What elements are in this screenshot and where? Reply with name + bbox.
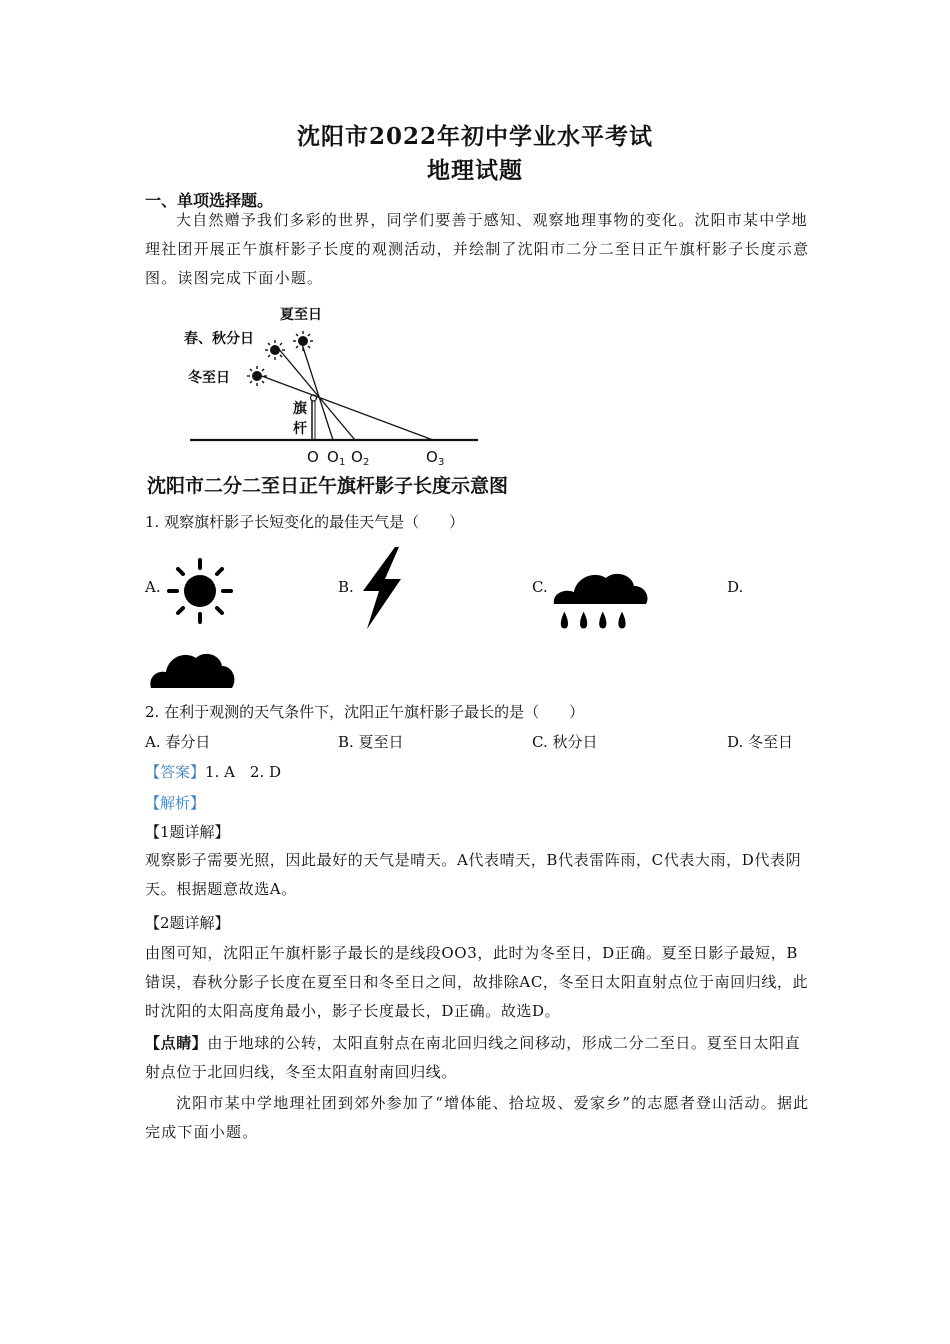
intro-paragraph: 大自然赠予我们多彩的世界，同学们要善于感知、观察地理事物的变化。沈阳市某中学地理社团开展正午旗杆影子长度的观测活动，并绘制了沈阳市二分二至日正午旗杆影子长度示意图。读图完成下面小题。 [145, 211, 810, 287]
point-o1-subscript: 1 [339, 457, 346, 468]
point-o2: O [351, 448, 363, 466]
q2-option-b: B. 夏至日 [338, 733, 404, 751]
q1-option-c-label: C. [532, 578, 548, 596]
summer-sun-icon [293, 331, 313, 351]
page-subtitle: 地理试题 [427, 157, 523, 184]
section-heading: 一、单项选择题。 [145, 191, 274, 210]
next-intro-paragraph: 沈阳市某中学地理社团到郊外参加了“增体能、拾垃圾、爱家乡”的志愿者登山活动。据此完成下面小题。 [145, 1094, 810, 1141]
label-pole-2: 杆 [293, 421, 307, 437]
q2-detail-tag: 【2题详解】 [145, 914, 230, 932]
label-summer-solstice: 夏至日 [280, 307, 322, 323]
tip-text: 由于地球的公转，太阳直射点在南北回归线之间移动，形成二分二至日。夏至日太阳直射点位于北回归线，冬至太阳直射南回归线。 [145, 1034, 801, 1081]
q1-detail-text: 观察影子需要光照，因此最好的天气是晴天。A代表晴天，B代表雷阵雨，C代表大雨，D代表阴天。根据题意故选A。 [145, 851, 802, 898]
label-equinox: 春、秋分日 [184, 331, 254, 347]
diagram-caption: 沈阳市二分二至日正午旗杆影子长度示意图 [147, 475, 509, 497]
point-o1: O [327, 448, 339, 466]
heavy-rain-cloud-icon [550, 566, 650, 632]
q2-detail-text: 由图可知，沈阳正午旗杆影子最长的是线段OO3，此时为冬至日，D正确。夏至日影子最短，B错误，春秋分影子长度在夏至日和冬至日之间，故排除AC，冬至日太阳直射点位于南回归线，此时沈阳的太阳高度角最小，影子长度最长，D正确。故选D。 [145, 944, 809, 1020]
lightning-icon [355, 545, 407, 631]
sun-icon [165, 556, 235, 626]
q1-option-b-label: B. [338, 578, 354, 596]
q1-option-a-label: A. [145, 578, 161, 596]
answer-text: 1. A 2. D [205, 763, 282, 781]
q1-option-d-label: D. [727, 578, 744, 596]
question-1-stem: 1. 观察旗杆影子长短变化的最佳天气是（ ） [145, 513, 465, 531]
label-winter-solstice: 冬至日 [188, 370, 230, 386]
q2-option-a: A. 春分日 [145, 733, 211, 751]
answer-tag: 【答案】 [145, 763, 206, 781]
flagpole-shadow-diagram [180, 302, 490, 472]
analysis-tag: 【解析】 [145, 794, 206, 812]
tip-tag: 【点睛】 [145, 1034, 208, 1052]
winter-sun-icon [247, 366, 267, 386]
label-pole-1: 旗 [293, 401, 307, 417]
point-o2-subscript: 2 [363, 457, 370, 468]
question-2-stem: 2. 在利于观测的天气条件下，沈阳正午旗杆影子最长的是（ ） [145, 703, 585, 721]
q2-option-c: C. 秋分日 [532, 733, 598, 751]
answer-line [145, 761, 281, 782]
tip-paragraph [145, 1029, 810, 1087]
cloud-icon [148, 646, 236, 692]
equinox-ray [278, 348, 355, 440]
point-o3-subscript: 3 [438, 457, 445, 468]
q1-detail-tag: 【1题详解】 [145, 823, 230, 841]
equinox-sun-icon [265, 340, 285, 360]
q2-option-d: D. 冬至日 [727, 733, 794, 751]
page-title: 沈阳市2022年初中学业水平考试 [296, 123, 653, 150]
point-o: O [307, 448, 319, 466]
point-o3: O [426, 448, 438, 466]
